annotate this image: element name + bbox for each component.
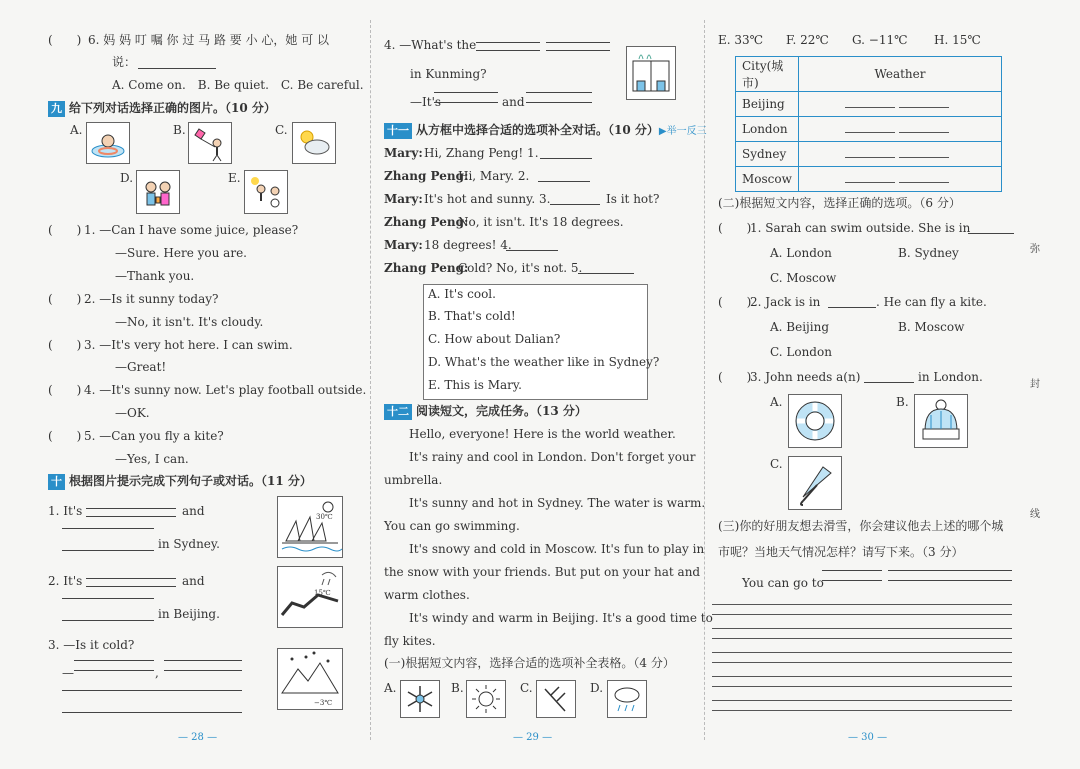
dialog-4-paren: ( ) bbox=[48, 383, 82, 397]
section-12-heading bbox=[384, 403, 587, 420]
answer-blank[interactable] bbox=[822, 580, 882, 581]
answer-blank[interactable] bbox=[864, 382, 914, 383]
dialog-3-line1: 3. —It's very hot here. I can swim. bbox=[84, 338, 293, 352]
passage-line-7: the snow with your friends. But put on your hat and bbox=[384, 565, 701, 579]
answer-blank[interactable] bbox=[86, 578, 176, 579]
pic-label-c: C. bbox=[275, 123, 288, 137]
juice-picture bbox=[136, 170, 180, 214]
you-can-go-to: You can go to bbox=[742, 576, 824, 590]
wind-icon bbox=[536, 680, 576, 718]
temp-option-g: G. −11℃ bbox=[852, 33, 908, 47]
snowflake-icon bbox=[400, 680, 440, 718]
conv-3-text: It's hot and sunny. 3. bbox=[424, 192, 551, 206]
q6-text2: 说： bbox=[112, 55, 137, 69]
sun-icon bbox=[466, 680, 506, 718]
pic-option-c-label: C. bbox=[520, 681, 533, 695]
dialog-2-line2: —No, it isn't. It's cloudy. bbox=[115, 315, 264, 329]
pic-label-a: A. bbox=[70, 123, 83, 137]
football-picture bbox=[244, 170, 288, 214]
q3-text2: in London. bbox=[918, 370, 983, 384]
conv-1-text: Hi, Zhang Peng! 1. bbox=[424, 146, 539, 160]
pic-option-a-label: A. bbox=[384, 681, 397, 695]
dialog-2-line1: 2. —Is it sunny today? bbox=[84, 292, 219, 306]
conv-1-speaker: Mary: bbox=[384, 146, 423, 160]
answer-blank[interactable] bbox=[434, 92, 498, 93]
dialog-3-paren: ( ) bbox=[48, 338, 82, 352]
column-page-28 bbox=[40, 0, 365, 769]
dialog-2-paren: ( ) bbox=[48, 292, 82, 306]
q2-text: 2. Jack is in bbox=[750, 295, 821, 309]
pic-label-d: D. bbox=[120, 171, 134, 185]
q3-option-b-label: B. bbox=[896, 395, 909, 409]
answer-blank[interactable] bbox=[62, 620, 154, 621]
dialog-4-line2: —OK. bbox=[115, 406, 150, 420]
q3-option-c-label: C. bbox=[770, 457, 783, 471]
umbrella-picture bbox=[788, 456, 842, 510]
answer-blank[interactable] bbox=[138, 68, 216, 69]
section-11-number: 十一 bbox=[384, 123, 412, 139]
writing-line[interactable] bbox=[712, 710, 1012, 711]
swimming-picture bbox=[86, 122, 130, 164]
answer-blank[interactable] bbox=[822, 570, 882, 571]
swim-ring-picture bbox=[788, 394, 842, 448]
q6-options: A. Come on. B. Be quiet. C. Be careful. bbox=[112, 78, 364, 92]
page-number-29: — 29 — bbox=[513, 732, 553, 743]
option-a: A. It's cool. bbox=[428, 287, 496, 301]
dialog-5-line2: —Yes, I can. bbox=[115, 452, 189, 466]
fill-1-b: and bbox=[182, 504, 205, 518]
answer-blank[interactable] bbox=[62, 550, 154, 551]
passage-line-8: warm clothes. bbox=[384, 588, 470, 602]
fill-3-comma: , bbox=[155, 666, 159, 680]
q2-paren: ( ) bbox=[718, 295, 752, 309]
section-12-number: 十二 bbox=[384, 404, 412, 420]
column-page-29 bbox=[378, 0, 713, 769]
q1-option-b: B. Sydney bbox=[898, 246, 959, 260]
sub-task-3: (三)你的好朋友想去滑雪，你会建议他去上述的哪个城 bbox=[718, 519, 1004, 533]
answer-blank[interactable] bbox=[164, 670, 242, 671]
conv-6-speaker: Zhang Peng: bbox=[384, 261, 469, 275]
conv-2-text: Hi, Mary. 2. bbox=[458, 169, 530, 183]
sydney-opera-picture bbox=[277, 496, 343, 558]
fill-1-a: 1. It's bbox=[48, 504, 83, 518]
answer-blank[interactable] bbox=[62, 528, 154, 529]
section-10-heading bbox=[48, 473, 312, 490]
q1-text: 1. Sarah can swim outside. She is in bbox=[750, 221, 971, 235]
sub-task-2: (二)根据短文内容，选择正确的选项。（6 分） bbox=[718, 196, 961, 210]
section-11-heading bbox=[384, 122, 707, 140]
window-plant-picture bbox=[626, 46, 676, 100]
writing-line[interactable] bbox=[712, 638, 1012, 639]
sydney-temp-label: 30℃ bbox=[316, 513, 333, 521]
passage-line-6: It's snowy and cold in Moscow. It's fun to play in bbox=[409, 542, 705, 556]
answer-blank[interactable] bbox=[74, 670, 154, 671]
table-answer-cell[interactable] bbox=[799, 92, 1002, 117]
passage-line-2: It's rainy and cool in London. Don't forget your bbox=[409, 450, 696, 464]
fill-2-a: 2. It's bbox=[48, 574, 83, 588]
q4-part-a: 4. —What's the bbox=[384, 38, 477, 52]
passage-line-1: Hello, everyone! Here is the world weather. bbox=[409, 427, 676, 441]
sub-task-1: (一)根据短文内容，选择合适的选项补全表格。（4 分） bbox=[384, 656, 675, 670]
q2-option-b: B. Moscow bbox=[898, 320, 965, 334]
fill-2-b: and bbox=[182, 574, 205, 588]
beijing-temp-label: 15℃ bbox=[314, 589, 331, 597]
writing-line[interactable] bbox=[712, 662, 1012, 663]
table-answer-cell[interactable] bbox=[799, 167, 1002, 192]
answer-blank[interactable] bbox=[968, 233, 1014, 234]
answer-blank[interactable] bbox=[888, 580, 1012, 581]
page-number-28: — 28 — bbox=[178, 732, 218, 743]
passage-line-5: You can go swimming. bbox=[384, 519, 520, 533]
answer-blank[interactable] bbox=[62, 598, 154, 599]
q2-option-a: A. Beijing bbox=[770, 320, 830, 334]
conv-5-speaker: Mary: bbox=[384, 238, 423, 252]
answer-blank[interactable] bbox=[888, 570, 1012, 571]
winter-hat-picture bbox=[914, 394, 968, 448]
binding-mark-2: 封 bbox=[1030, 379, 1040, 390]
answer-blank[interactable] bbox=[506, 250, 558, 251]
great-wall-picture bbox=[277, 566, 343, 628]
answer-blank[interactable] bbox=[540, 158, 592, 159]
binding-mark-3: 线 bbox=[1030, 509, 1040, 520]
passage-line-10: fly kites. bbox=[384, 634, 436, 648]
temp-option-e: E. 33℃ bbox=[718, 33, 764, 47]
answer-blank[interactable] bbox=[86, 508, 176, 509]
fill-1-c: in Sydney. bbox=[158, 537, 220, 551]
option-d: D. What's the weather like in Sydney? bbox=[428, 355, 660, 369]
snowy-mountain-picture bbox=[277, 648, 343, 710]
table-row-city: Moscow bbox=[736, 167, 799, 192]
answer-blank[interactable] bbox=[578, 273, 634, 274]
section-9-title: 给下列对话选择正确的图片。（10 分） bbox=[69, 101, 276, 115]
dialog-1-line2: —Sure. Here you are. bbox=[115, 246, 247, 260]
page-number-30: — 30 — bbox=[848, 732, 888, 743]
q4-part-c: —It's bbox=[410, 95, 442, 109]
passage-line-9: It's windy and warm in Beijing. It's a good time to bbox=[409, 611, 713, 625]
writing-line[interactable] bbox=[712, 700, 1012, 701]
section-11-title: 从方框中选择合适的选项补全对话。（10 分） bbox=[416, 123, 659, 137]
temp-option-f: F. 22℃ bbox=[786, 33, 829, 47]
writing-line[interactable] bbox=[712, 686, 1012, 687]
q6-text: 6. 妈 妈 叮 嘱 你 过 马 路 要 小 心，她 可 以 bbox=[88, 33, 330, 47]
writing-line[interactable] bbox=[712, 628, 1012, 629]
dialog-5-line1: 5. —Can you fly a kite? bbox=[84, 429, 224, 443]
fill-3-a: 3. —Is it cold? bbox=[48, 638, 135, 652]
conv-5-text: 18 degrees! 4. bbox=[424, 238, 512, 252]
q4-part-b: in Kunming? bbox=[410, 67, 487, 81]
option-c: C. How about Dalian? bbox=[428, 332, 561, 346]
passage-line-3: umbrella. bbox=[384, 473, 443, 487]
dialog-4-line1: 4. —It's sunny now. Let's play football outside. bbox=[84, 383, 367, 397]
section-12-title: 阅读短文，完成任务。（13 分） bbox=[416, 404, 587, 418]
weather-table bbox=[735, 56, 1002, 192]
writing-line[interactable] bbox=[712, 652, 1012, 653]
fill-2-c: in Beijing. bbox=[158, 607, 220, 621]
q2-text2: . He can fly a kite. bbox=[876, 295, 987, 309]
dialog-1-paren: ( ) bbox=[48, 223, 82, 237]
q1-option-a: A. London bbox=[770, 246, 832, 260]
answer-blank[interactable] bbox=[828, 307, 876, 308]
dialog-3-line2: —Great! bbox=[115, 360, 167, 374]
section-9-heading bbox=[48, 100, 276, 117]
pic-option-b-label: B. bbox=[451, 681, 464, 695]
section-9-number: 九 bbox=[48, 101, 65, 117]
answer-blank[interactable] bbox=[164, 660, 242, 661]
writing-line[interactable] bbox=[712, 604, 1012, 605]
cloudy-picture bbox=[292, 122, 336, 164]
answer-blank[interactable] bbox=[86, 516, 176, 517]
q4-part-d: and bbox=[502, 95, 525, 109]
pic-label-e: E. bbox=[228, 171, 241, 185]
q1-option-c: C. Moscow bbox=[770, 271, 837, 285]
conv-3-tail: Is it hot? bbox=[606, 192, 660, 206]
dialog-5-paren: ( ) bbox=[48, 429, 82, 443]
answer-blank[interactable] bbox=[476, 50, 540, 51]
pic-label-b: B. bbox=[173, 123, 186, 137]
option-e: E. This is Mary. bbox=[428, 378, 522, 392]
answer-blank[interactable] bbox=[74, 660, 154, 661]
fill-3-dash: — bbox=[62, 666, 74, 680]
table-row-city: Beijing bbox=[736, 92, 799, 117]
rain-cloud-icon bbox=[607, 680, 647, 718]
option-b: B. That's cold! bbox=[428, 309, 516, 323]
conv-3-speaker: Mary: bbox=[384, 192, 423, 206]
q3-text: 3. John needs a(n) bbox=[750, 370, 861, 384]
table-answer-cell[interactable] bbox=[799, 142, 1002, 167]
conv-4-text: No, it isn't. It's 18 degrees. bbox=[458, 215, 624, 229]
section-11-tag: ▶举一反三 bbox=[658, 126, 707, 137]
snow-temp-label: −3℃ bbox=[314, 699, 333, 707]
answer-blank[interactable] bbox=[62, 690, 242, 691]
table-answer-cell[interactable] bbox=[799, 117, 1002, 142]
table-header-weather: Weather bbox=[799, 57, 1002, 92]
table-row-city: Sydney bbox=[736, 142, 799, 167]
temp-option-h: H. 15℃ bbox=[934, 33, 981, 47]
answer-blank[interactable] bbox=[526, 92, 592, 93]
dialog-1-line1: 1. —Can I have some juice, please? bbox=[84, 223, 299, 237]
kite-flying-picture bbox=[188, 122, 232, 164]
q1-paren: ( ) bbox=[718, 221, 752, 235]
answer-blank[interactable] bbox=[62, 712, 242, 713]
passage-line-4: It's sunny and hot in Sydney. The water is warm. bbox=[409, 496, 706, 510]
q2-option-c: C. London bbox=[770, 345, 832, 359]
dialog-1-line3: —Thank you. bbox=[115, 269, 195, 283]
answer-blank[interactable] bbox=[546, 50, 610, 51]
answer-blank[interactable] bbox=[526, 102, 592, 103]
binding-mark-1: 弥 bbox=[1030, 244, 1040, 255]
q3-paren: ( ) bbox=[718, 370, 752, 384]
conv-4-speaker: Zhang Peng: bbox=[384, 215, 469, 229]
answer-blank[interactable] bbox=[550, 204, 600, 205]
q6-paren: ( ) bbox=[48, 33, 82, 47]
pic-option-d-label: D. bbox=[590, 681, 604, 695]
conv-2-speaker: Zhang Peng: bbox=[384, 169, 469, 183]
writing-line[interactable] bbox=[712, 676, 1012, 677]
answer-blank[interactable] bbox=[538, 181, 590, 182]
answer-blank[interactable] bbox=[86, 586, 176, 587]
section-10-title: 根据图片提示完成下列句子或对话。（11 分） bbox=[69, 474, 312, 488]
sub-task-3-cont: 市呢？当地天气情况怎样？请写下来。（3 分） bbox=[718, 545, 964, 559]
table-header-city: City(城市) bbox=[736, 57, 799, 92]
answer-blank[interactable] bbox=[434, 102, 498, 103]
column-page-30 bbox=[712, 0, 1022, 769]
answer-blank[interactable] bbox=[546, 42, 610, 43]
conv-6-text: Cold? No, it's not. 5. bbox=[458, 261, 583, 275]
section-10-number: 十 bbox=[48, 474, 65, 490]
writing-line[interactable] bbox=[712, 614, 1012, 615]
q3-option-a-label: A. bbox=[770, 395, 783, 409]
table-row-city: London bbox=[736, 117, 799, 142]
answer-blank[interactable] bbox=[476, 42, 540, 43]
column-divider bbox=[370, 20, 371, 740]
